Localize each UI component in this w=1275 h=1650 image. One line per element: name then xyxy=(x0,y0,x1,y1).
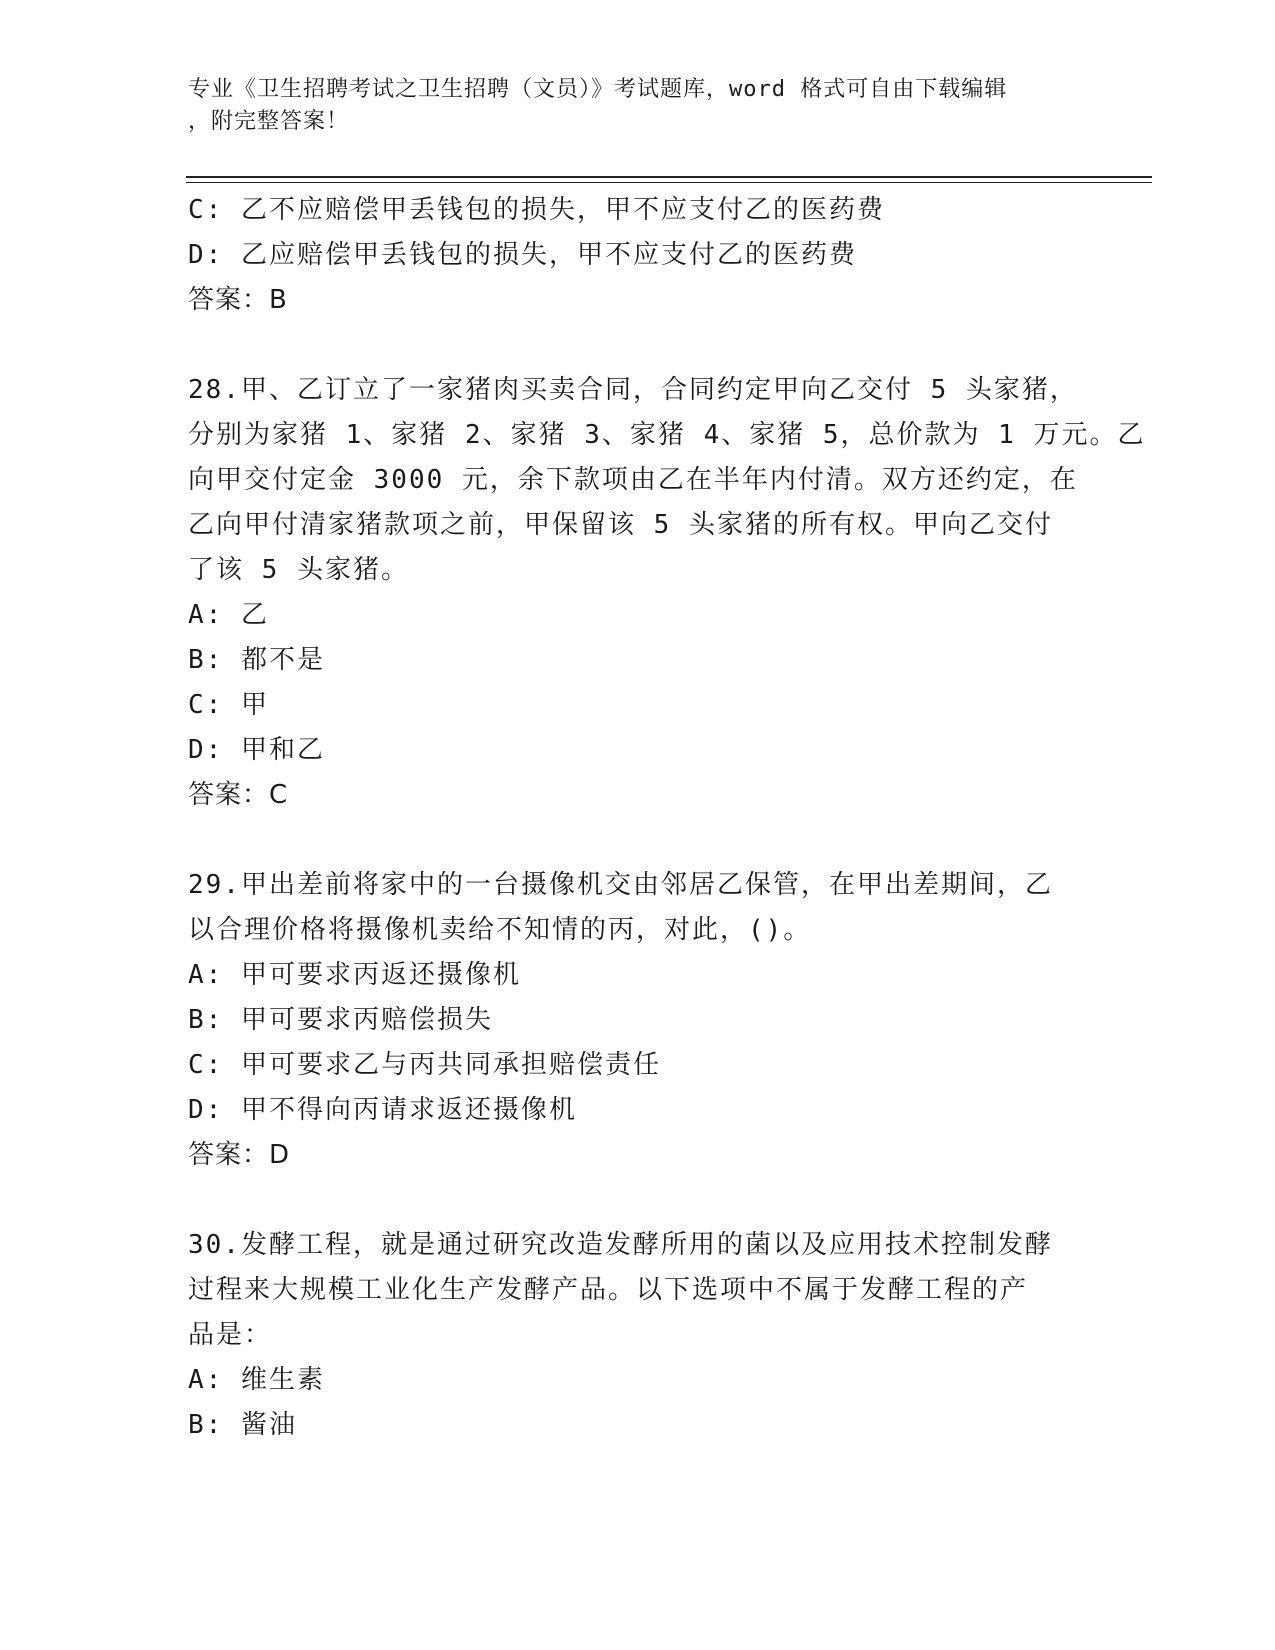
page-header xyxy=(188,74,1078,138)
header-line-2: ，附完整答案！ xyxy=(188,109,350,134)
header-rule-thin xyxy=(186,182,1152,183)
question-text-line: 分别为家猪 1、家猪 2、家猪 3、家猪 4、家猪 5，总价款为 1 万元。乙 xyxy=(188,420,1146,450)
option-d: D: 甲不得向丙请求返还摄像机 xyxy=(188,1095,577,1125)
question-text-line: 乙向甲付清家猪款项之前，甲保留该 5 头家猪的所有权。甲向乙交付 xyxy=(188,510,1053,540)
question-29 xyxy=(188,863,1088,1178)
option-c: C: 甲可要求乙与丙共同承担赔偿责任 xyxy=(188,1050,661,1080)
question-text-line: 29.甲出差前将家中的一台摄像机交由邻居乙保管，在甲出差期间，乙 xyxy=(188,870,1053,900)
document-body xyxy=(188,188,1146,1448)
question-text-line: 28.甲、乙订立了一家猪肉买卖合同，合同约定甲向乙交付 5 头家猪， xyxy=(188,375,1078,405)
option-a: A: 乙 xyxy=(188,600,269,630)
answer: 答案：D xyxy=(188,1140,291,1170)
option-b: B: 酱油 xyxy=(188,1410,297,1440)
header-rule-thick xyxy=(186,176,1152,178)
option-a: A: 维生素 xyxy=(188,1365,325,1395)
option-c: C: 乙不应赔偿甲丢钱包的损失，甲不应支付乙的医药费 xyxy=(188,195,885,225)
option-d: D: 乙应赔偿甲丢钱包的损失，甲不应支付乙的医药费 xyxy=(188,240,857,270)
option-a: A: 甲可要求丙返还摄像机 xyxy=(188,960,521,990)
option-c: C: 甲 xyxy=(188,690,269,720)
answer: 答案：B xyxy=(188,285,288,315)
question-text-line: 向甲交付定金 3000 元，余下款项由乙在半年内付清。双方还约定，在 xyxy=(188,465,1078,495)
question-text-line: 30.发酵工程，就是通过研究改造发酵所用的菌以及应用技术控制发酵 xyxy=(188,1230,1053,1260)
option-b: B: 甲可要求丙赔偿损失 xyxy=(188,1005,493,1035)
question-text-line: 以合理价格将摄像机卖给不知情的丙，对此，()。 xyxy=(188,915,812,945)
question-text-line: 了该 5 头家猪。 xyxy=(188,555,409,585)
prev-question xyxy=(188,188,1088,323)
answer: 答案：C xyxy=(188,780,289,810)
question-text-line: 过程来大规模工业化生产发酵产品。以下选项中不属于发酵工程的产 xyxy=(188,1275,1029,1305)
header-line-1: 专业《卫生招聘考试之卫生招聘（文员）》考试题库，word 格式可自由下载编辑 xyxy=(188,77,1008,102)
question-28 xyxy=(188,368,1146,818)
question-text-line: 品是： xyxy=(188,1320,273,1350)
option-b: B: 都不是 xyxy=(188,645,325,675)
question-30 xyxy=(188,1223,1088,1448)
option-d: D: 甲和乙 xyxy=(188,735,325,765)
